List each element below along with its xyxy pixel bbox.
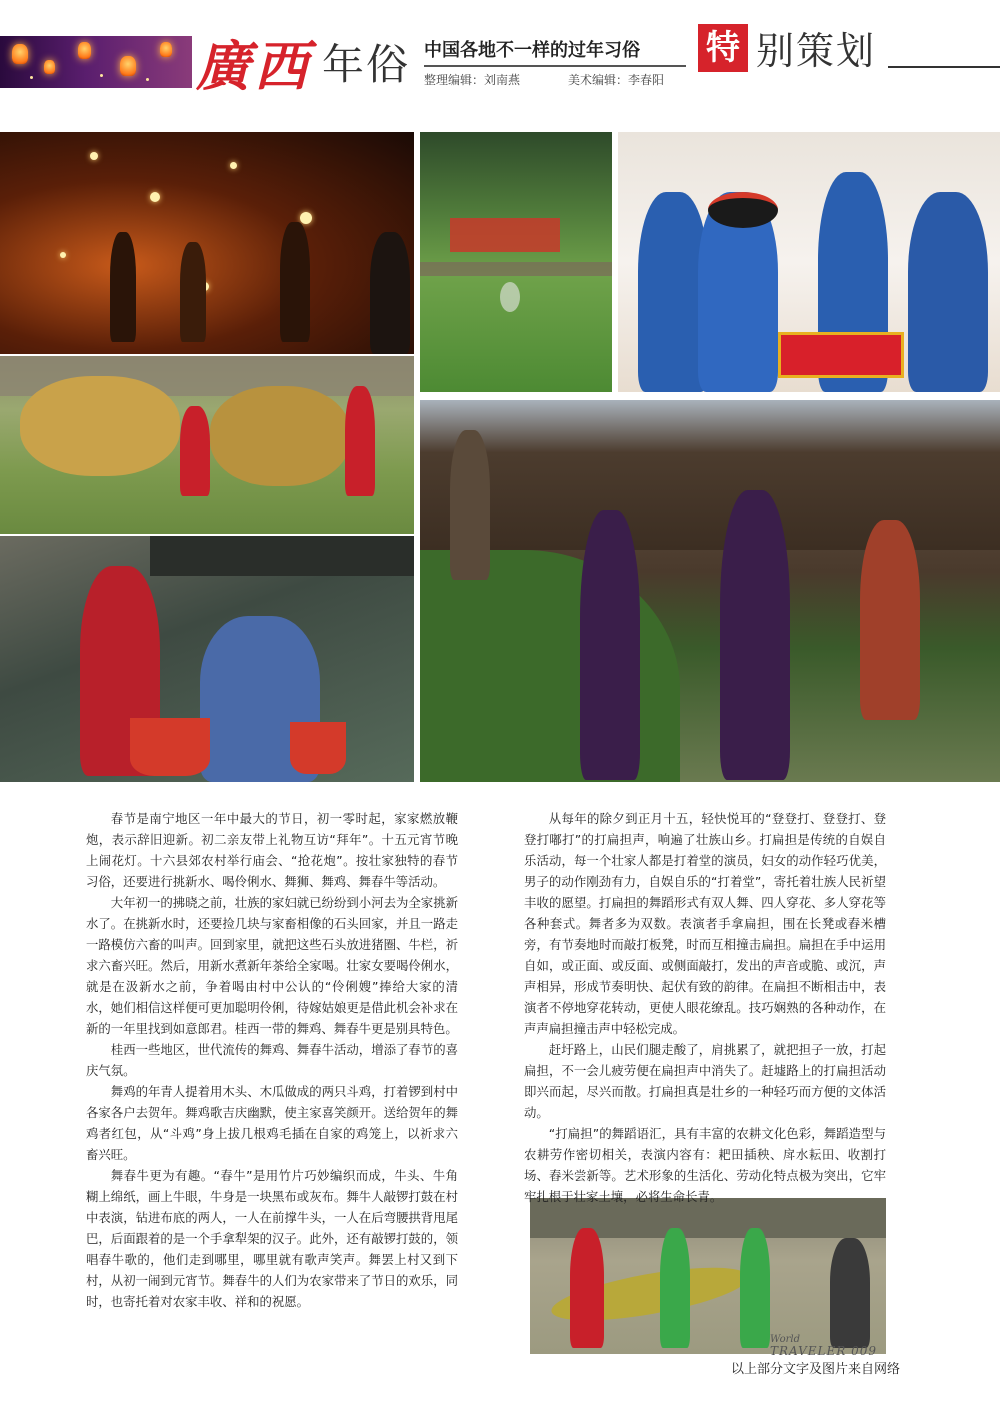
performer-red: [345, 386, 375, 496]
subtitle-underline: [424, 65, 686, 67]
photo-village-procession: [420, 400, 1000, 782]
paragraph: 从每年的除夕到正月十五，轻快悦耳的“登登打、登登打、登登打嘟打”的打扁担声，响遍了壮族山乡。打扁担是传统的自娱自乐活动，每一个壮家人都是打着堂的演员，妇女的动作轻巧优美，男子的动作刚劲有力，自娱自乐的“打着堂”，寄托着壮族人民祈望丰收的愿望。打扁担的舞蹈形式有双人舞、四人穿花、多人穿花等各种套式。舞者多为双数。表演者手拿扁担，围在长凳或舂米槽旁，有节奏地时而敲打板凳，时而互相撞击扁担。扁担在手中运用自如，或正面、或反面、或侧面敲打，发出的声音或脆、或沉，声声相异，形成节奏明快、起伏有致的韵律。在扁担不断相击中，表演者不停地穿花转动，更使人眼花缭乱。技巧娴熟的各种动作，在声声扁担撞击声中轻松完成。: [524, 811, 886, 1036]
woman-purple-jacket: [580, 510, 640, 780]
title-nian-su: 年俗: [322, 40, 411, 89]
photo-carrying-new-water: [0, 536, 414, 782]
red-bucket: [130, 718, 210, 776]
spark: [146, 78, 149, 81]
brand-page-number: TRAVELER 009: [770, 1344, 878, 1358]
editor-credit: 整理编辑：刘南燕: [424, 73, 521, 87]
photo-dragon-dance: [530, 1198, 886, 1354]
crowd-strip: [420, 262, 612, 276]
brand-world: World: [770, 1334, 800, 1345]
left-text-column: [86, 808, 458, 1362]
special-label: 别策划: [756, 29, 877, 73]
sky-lantern-icon: [120, 56, 136, 76]
wooden-houses: [420, 400, 1000, 550]
smoke-puff: [500, 282, 520, 312]
performer-red: [570, 1228, 604, 1348]
photographer-figure: [450, 430, 490, 580]
source-note: 以上部分文字及图片来自网络: [730, 1362, 900, 1377]
red-bucket: [290, 722, 346, 774]
header-rule: [888, 66, 1000, 68]
paragraph: 桂西一些地区，世代流传的舞鸡、舞春牛活动，增添了春节的喜庆气氛。: [86, 1042, 458, 1078]
dancer-blue-costume: [908, 192, 988, 392]
dancer-figure: [180, 242, 206, 342]
photo-fireworks-dance: [0, 132, 414, 354]
paragraph: 舞春牛更为有趣。“春牛”是用竹片巧妙编织而成，牛头、牛角糊上绵纸，画上牛眼，牛身是一块黑布或灰布。舞牛人敲锣打鼓在村中表演，钻进布底的两人，一人在前撑牛头，一人在后弯腰拱背甩尾巴，后面跟着的是一个手拿犁架的汉子。此外，还有敲锣打鼓的，领唱春牛歌的，他们走到哪里，哪里就有歌声笑声。舞罢上村又到下村，从初一闹到元宵节。舞春牛的人们为农家带来了节日的欢乐，同时，也寄托着对农家丰收、祥和的祝愿。: [86, 1168, 458, 1309]
subtitle: 中国各地不一样的过年习俗: [424, 40, 640, 61]
green-hedge: [420, 550, 680, 782]
header-lantern-banner: [0, 36, 192, 88]
performer-green: [740, 1228, 770, 1348]
firework-spark: [150, 192, 160, 202]
paragraph: “打扁担”的舞蹈语汇，具有丰富的农耕文化色彩，舞蹈造型与农耕劳作密切相关，表演内容有：耙田插秧、戽水耘田、收割打场、舂米尝新等。艺术形象的生活化、劳动化特点极为突出，它牢牢扎根于壮家土壤，必将生命长青。: [524, 1126, 886, 1204]
photo-village-festival-field: [420, 132, 612, 392]
bridge-shadow: [150, 536, 414, 576]
firework-spark: [90, 152, 98, 160]
ox-costume: [210, 386, 350, 486]
performer-green: [660, 1228, 690, 1348]
dancer-hat: [708, 192, 778, 228]
firework-spark: [300, 212, 312, 224]
paragraph: 春节是南宁地区一年中最大的节日，初一零时起，家家燃放鞭炮，表示辞旧迎新。初二亲友带上礼物互访“拜年”。十五元宵节晚上闹花灯。十六县郊农村举行庙会、“抢花炮”。按壮家独特的春节习俗，还要进行挑新水、喝伶俐水、舞狮、舞鸡、舞春牛等活动。: [86, 811, 458, 889]
firework-spark: [230, 162, 237, 169]
woman-purple-jacket: [720, 490, 790, 780]
title-guangxi: 廣西: [196, 34, 312, 98]
photo-costumed-dancers: [618, 132, 1000, 392]
paragraph: 赶圩路上，山民们腿走酸了，肩挑累了，就把担子一放，打起扁担，不一会儿疲劳便在扁担声中消失了。赶墟路上的打扁担活动即兴而起，尽兴而散。打扁担真是壮乡的一种轻巧而方便的文体活动。: [524, 1042, 886, 1120]
paragraph: 舞鸡的年青人提着用木头、木瓜做成的两只斗鸡，打着锣到村中各家各户去贺年。舞鸡歌吉庆幽默，使主家喜笑颜开。送给贺年的舞鸡者红包，从“斗鸡”身上拔几根鸡毛插在自家的鸡笼上，以祈求六畜兴旺。: [86, 1084, 458, 1162]
ox-costume: [20, 376, 180, 476]
sky-lantern-icon: [12, 44, 28, 64]
sky-lantern-icon: [44, 60, 55, 74]
right-text-column: [524, 808, 886, 1204]
sky-lantern-icon: [160, 42, 172, 57]
spectator-figure: [370, 232, 410, 354]
performer-red: [180, 406, 210, 496]
sky-lantern-icon: [78, 42, 91, 59]
art-credit: 美术编辑：李春阳: [568, 73, 665, 87]
dancer-figure: [110, 232, 136, 342]
special-badge: 特: [698, 24, 748, 72]
photo-spring-ox-dance: [0, 356, 414, 534]
spark: [30, 76, 33, 79]
stage-banner: [450, 218, 560, 252]
paragraph: 大年初一的拂晓之前，壮族的家妇就已纷纷到小河去为全家挑新水了。在挑新水时，还要捡几块与家畜相像的石头回家，并且一路走一路模仿六畜的叫声。回到家里，就把这些石头放进猪圈、牛栏，祈求六畜兴旺。然后，用新水煮新年茶给全家喝。壮家女要喝伶俐水，就是在汲新水之前，争着喝由村中公认的“伶俐嫂”捧给大家的清水，她们相信这样便可更加聪明伶俐，待嫁姑娘更是借此机会补求在新的一年里找到如意郎君。桂西一带的舞鸡、舞春牛更是别具特色。: [86, 895, 458, 1036]
dancer-figure: [280, 222, 310, 342]
child-red-costume: [860, 520, 920, 720]
red-drum-stand: [778, 332, 904, 378]
musician-figure: [830, 1238, 870, 1348]
spark: [100, 74, 103, 77]
firework-spark: [60, 252, 66, 258]
